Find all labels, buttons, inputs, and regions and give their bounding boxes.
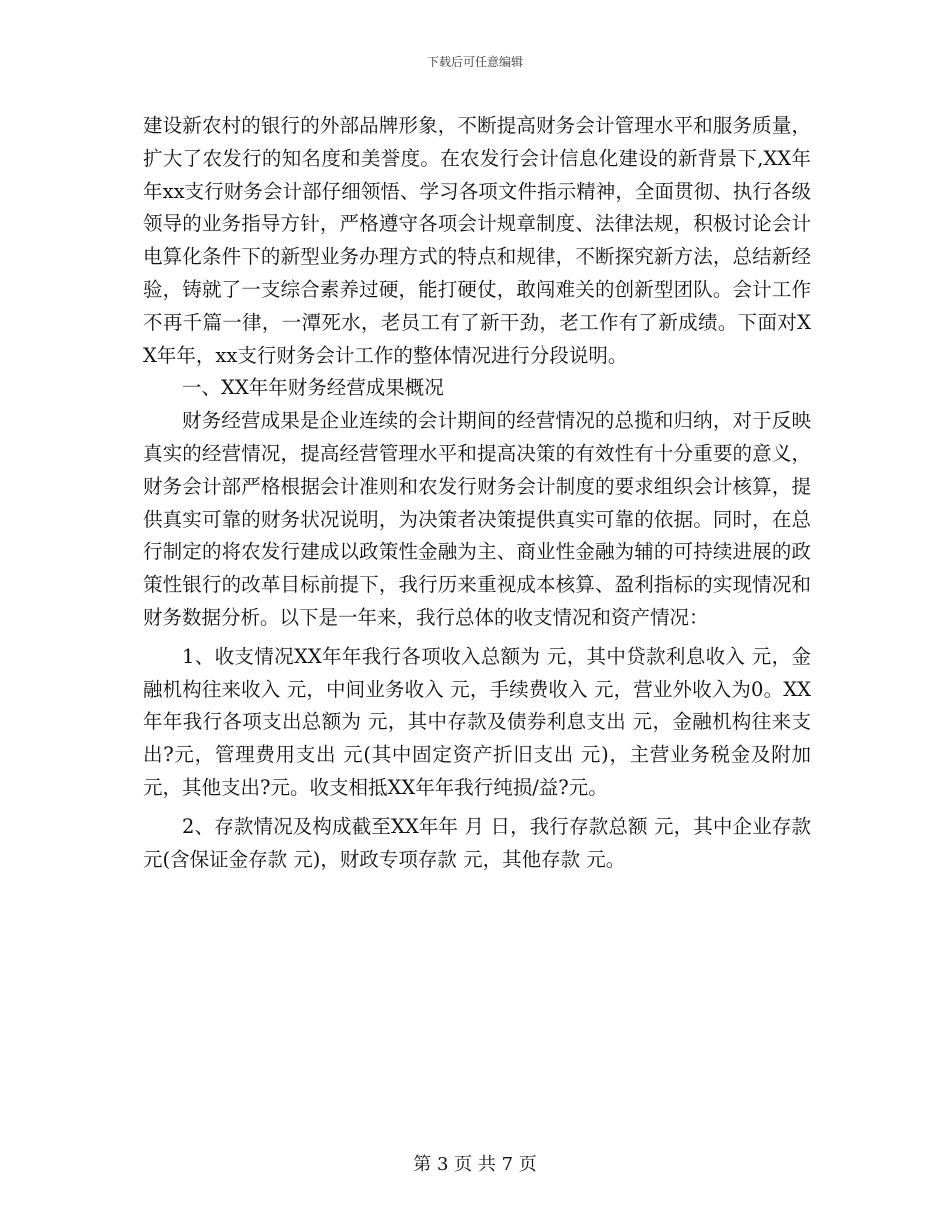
page-number-footer: 第 3 页 共 7 页 bbox=[413, 1154, 537, 1175]
section-heading-financial-results: 一、XX年年财务经营成果概况 bbox=[182, 376, 444, 400]
paragraph-deposits: 2、存款情况及构成截至XX年年 月 日，我行存款总额 元，其中企业存款 元(含保证金存款 元)，财政专项存款 元，其他存款 元。 bbox=[143, 814, 818, 871]
paragraph-financial-results: 财务经营成果是企业连续的会计期间的经营情况的总揽和归纳，对于反映真实的经营情况，提高经营管理水平和提高决策的有效性有十分重要的意义，财务会计部严格根据会计准则和农发行财务会计制度的要求组织会计核算，提供真实可靠的财务状况说明，为决策者决策提供真实可靠的依据。同时，在总行制定的将农发行建成以政策性金融为主、商业性金融为辅的可持续进展的政策性银行的改革目标前提下，我行历来重视成本核算、盈利指标的实现情况和财务数据分析。以下是一年来，我行总体的收支情况和资产情况： bbox=[143, 409, 811, 629]
document-body bbox=[143, 110, 818, 876]
paragraph-intro-continued: 建设新农村的银行的外部品牌形象，不断提高财务会计管理水平和服务质量，扩大了农发行的知名度和美誉度。在农发行会计信息化建设的新背景下,XX年年xx支行财务会计部仔细领悟、学习各项文件指示精神，全面贯彻、执行各级领导的业务指导方针，严格遵守各项会计规章制度、法律法规，积极讨论会计电算化条件下的新型业务办理方式的特点和规律，不断探究新方法，总结新经验，铸就了一支综合素养过硬，能打硬仗，敢闯难关的创新型团队。会计工作不再千篇一律，一潭死水，老员工有了新干劲，老工作有了新成绩。下面对XX年年，xx支行财务会计工作的整体情况进行分段说明。 bbox=[143, 114, 811, 367]
paragraph-income-expense: 1、收支情况XX年年我行各项收入总额为 元，其中贷款利息收入 元，金融机构往来收入 元，中间业务收入 元，手续费收入 元，营业外收入为0。XX年年我行各项支出总额为 元，其中存款及债券利息支出 元，金融机构往来支出?元，管理费用支出 元(其中固定资产折旧支出 元)，主营业务税金及附加 元，其他支出?元。收支相抵XX年年我行纯损/益?元。 bbox=[143, 644, 818, 799]
page-header-note: 下载后可任意编辑 bbox=[426, 55, 523, 69]
